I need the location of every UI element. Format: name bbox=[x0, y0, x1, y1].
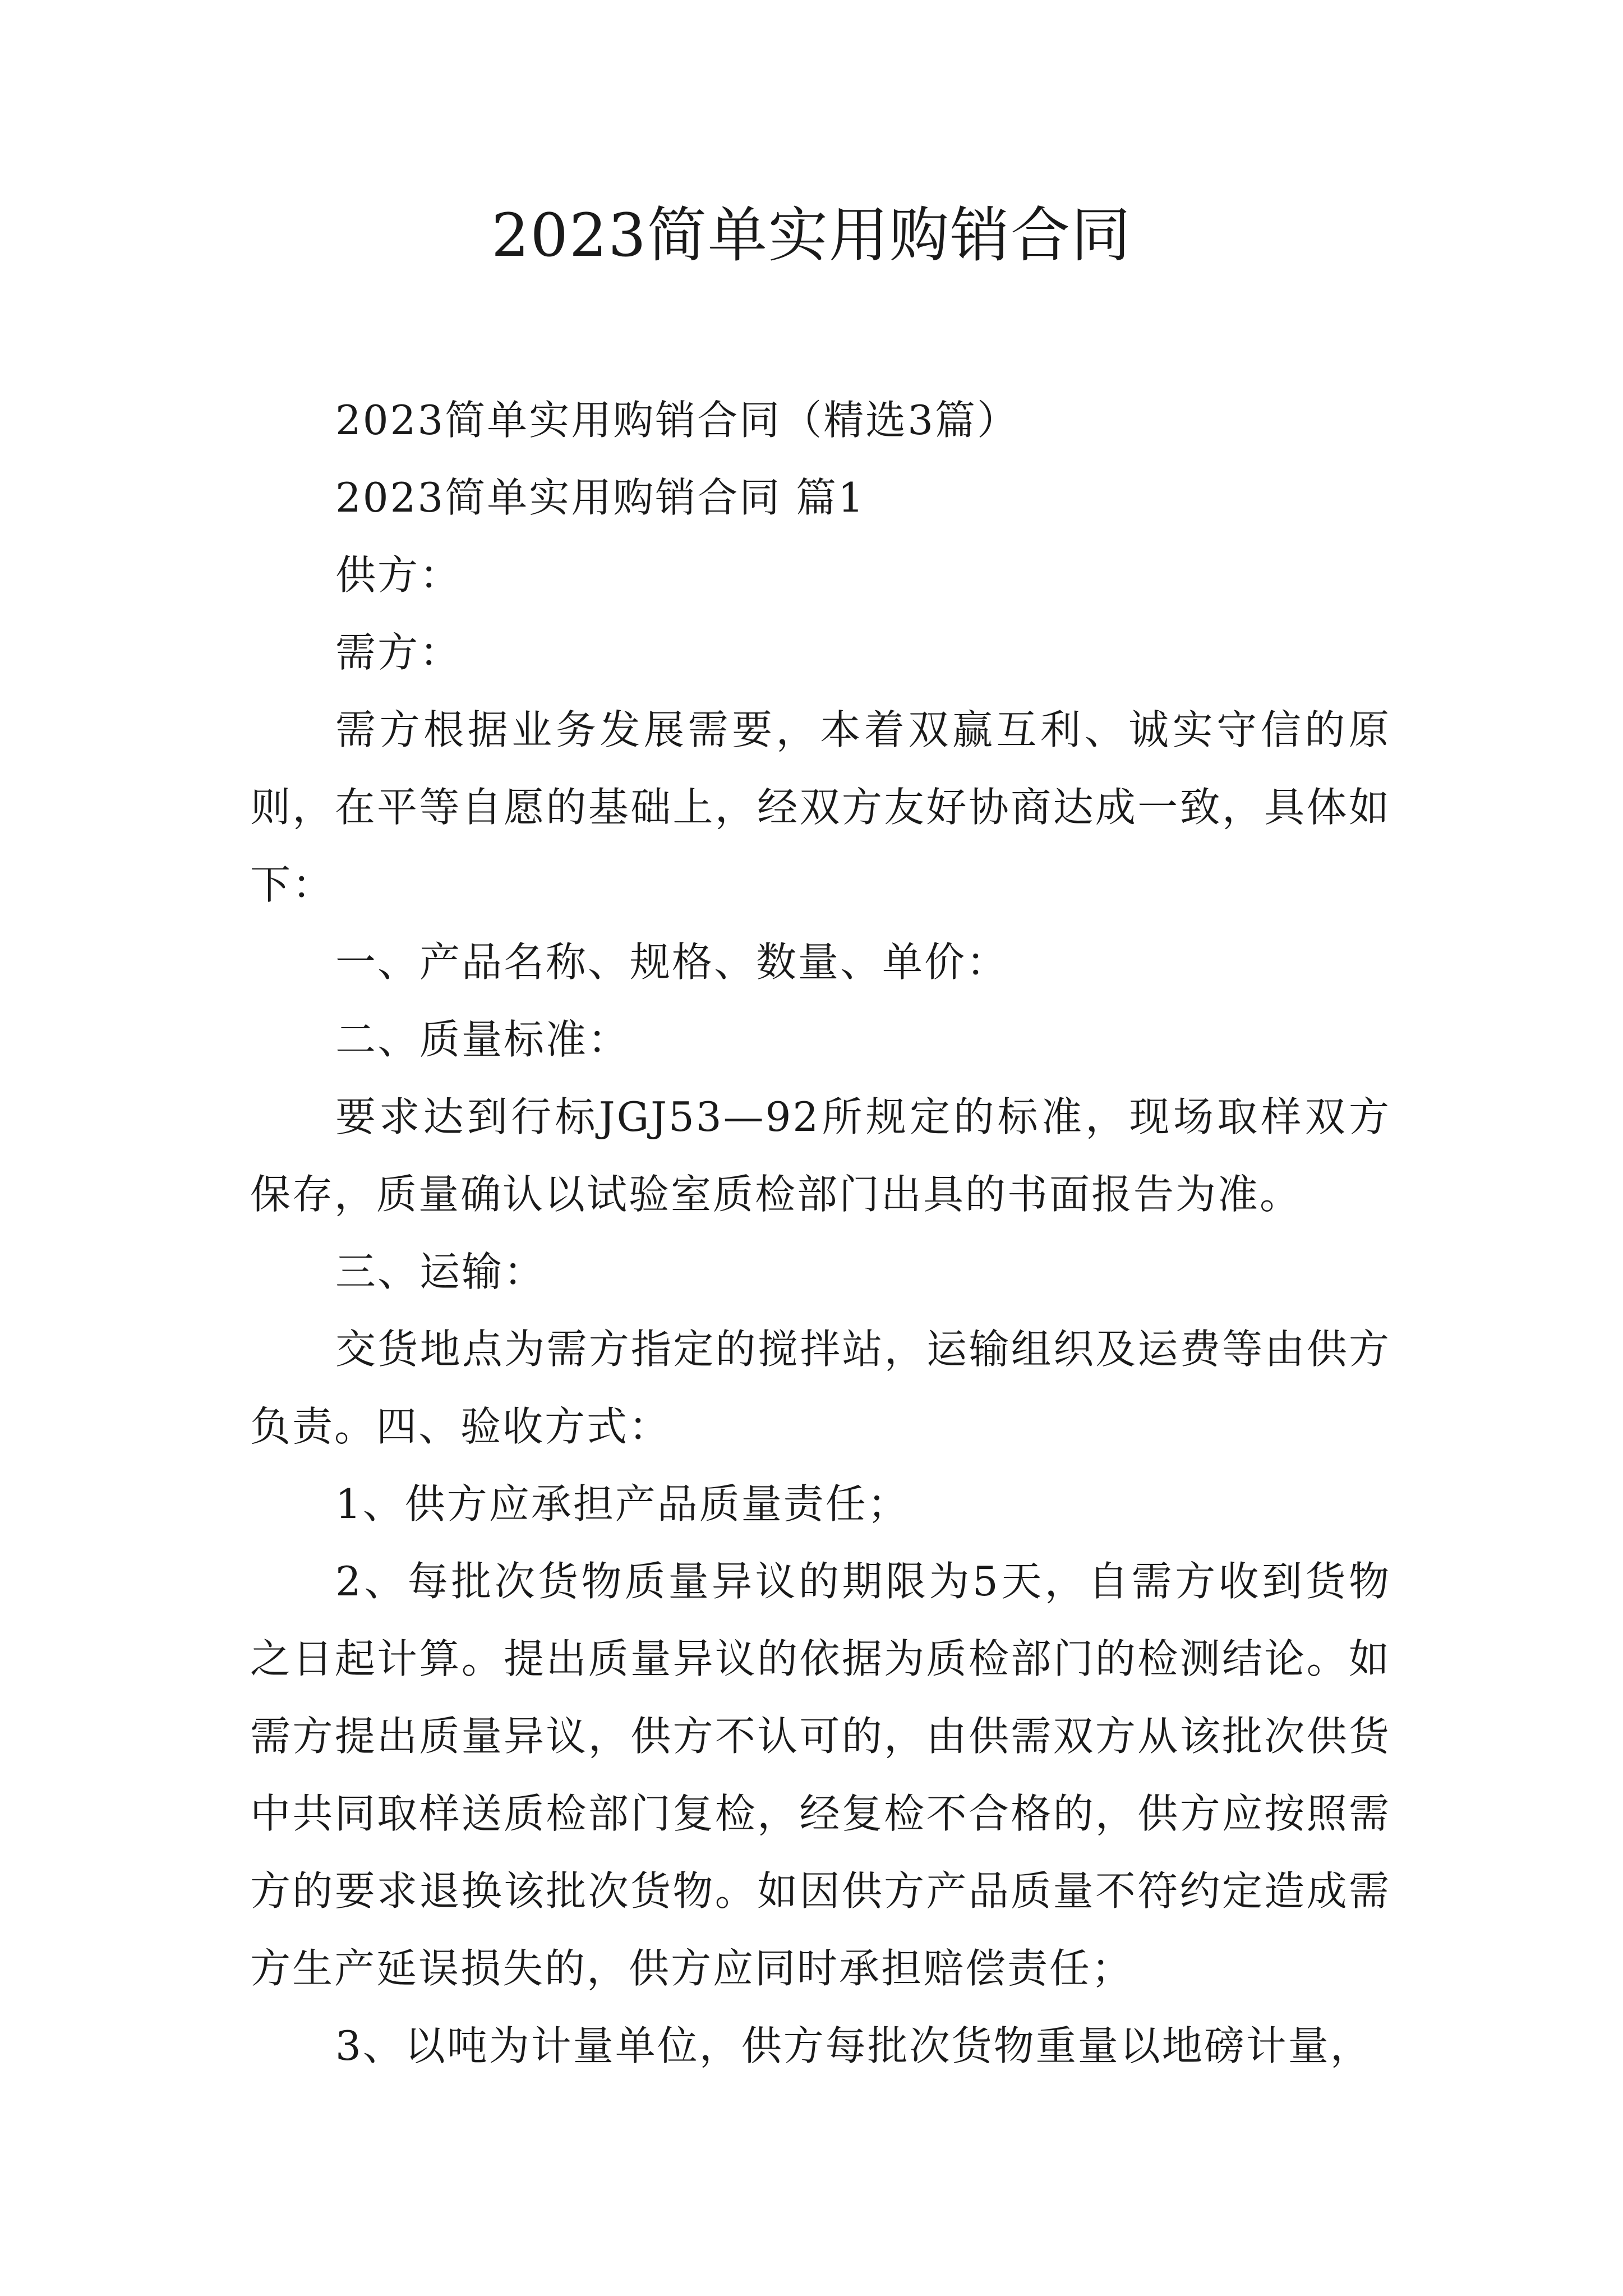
paragraph-subtitle: 2023简单实用购销合同（精选3篇） bbox=[335, 397, 1020, 444]
paragraph-clause-2-heading: 二、质量标准： bbox=[335, 1016, 630, 1063]
paragraph-preamble: 需方根据业务发展需要，本着双赢互利、诚实守信的原则，在平等自愿的基础上，经双方友好协商达成一致，具体如下： bbox=[250, 706, 1391, 908]
paragraph-quality-standard: 要求达到行标JGJ53—92所规定的标准，现场取样双方保存，质量确认以试验室质检部门出具的书面报告为准。 bbox=[250, 1093, 1391, 1218]
paragraph-clause-1-heading: 一、产品名称、规格、数量、单价： bbox=[335, 938, 1009, 986]
paragraph-supplier: 供方： bbox=[335, 551, 462, 599]
paragraph-acceptance-2: 2、每批次货物质量异议的期限为5天，自需方收到货物之日起计算。提出质量异议的依据为质检部门的检测结论。如需方提出质量异议，供方不认可的，由供需双方从该批次供货中共同取样送质检部门复检，经复检不合格的，供方应按照需方的要求退换该批次货物。如因供方产品质量不符约定造成需方生产延误损失的，供方应同时承担赔偿责任； bbox=[250, 1558, 1391, 1992]
paragraph-acceptance-3: 3、以吨为计量单位，供方每批次货物重量以地磅计量， bbox=[335, 2022, 1372, 2069]
paragraph-transport: 交货地点为需方指定的搅拌站，运输组织及运费等由供方负责。四、验收方式： bbox=[250, 1326, 1391, 1450]
document-body bbox=[250, 381, 1391, 2085]
paragraph-clause-3-heading: 三、运输： bbox=[335, 1248, 546, 1295]
paragraph-acceptance-1: 1、供方应承担产品质量责任； bbox=[335, 1480, 910, 1527]
document-title: 2023简单实用购销合同 bbox=[491, 201, 1132, 270]
paragraph-section-heading: 2023简单实用购销合同 篇1 bbox=[335, 474, 865, 521]
paragraph-buyer: 需方： bbox=[335, 629, 462, 676]
